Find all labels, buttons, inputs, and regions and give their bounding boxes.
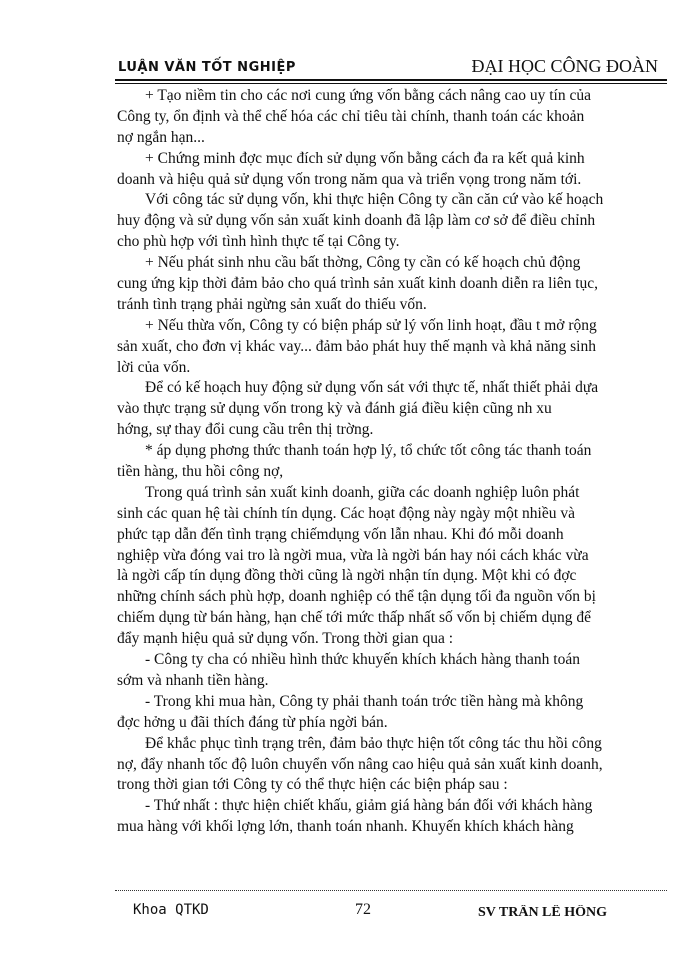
text-line: là ngời cấp tín dụng đồng thời cũng là ngời nhận tín dụng. Một khi có đợc — [117, 567, 577, 585]
text-line: doanh và hiệu quả sử dụng vốn trong năm qua và triển vọng trong năm tới. — [117, 170, 582, 188]
footer-student-name: SV TRẦN LÊ HỒNG — [478, 905, 608, 918]
footer-faculty: Khoa QTKD — [133, 902, 209, 918]
text-line: + Nếu thừa vốn, Công ty có biện pháp sử lý vốn linh hoạt, đầu t mở rộng — [145, 316, 597, 334]
header-university-name: ĐẠI HỌC CÔNG ĐOÀN — [471, 56, 658, 76]
text-line: huy động và sử dụng vốn sản xuất kinh doanh đã lập làm cơ sở để điều chỉnh — [117, 212, 596, 230]
text-line: - Công ty cha có nhiều hình thức khuyến khích khách hàng thanh toán — [145, 651, 580, 669]
text-line: + Tạo niềm tin cho các nơi cung ứng vốn bằng cách nâng cao uy tín của — [145, 87, 591, 104]
text-line: nợ, đẩy nhanh tốc độ luôn chuyển vốn nâng cao hiệu quả sản xuất kinh doanh, — [117, 755, 603, 773]
text-line: lời của vốn. — [117, 358, 191, 376]
text-line: Để khắc phục tình trạng trên, đảm bảo thực hiện tốt công tác thu hồi công — [145, 734, 602, 752]
header-divider — [115, 79, 667, 81]
text-line: chiếm dụng từ bán hàng, hạn chế tới mức thấp nhất số vốn bị chiếm dụng để — [117, 609, 591, 627]
text-line: sản xuất, cho đơn vị khác vay... đảm bảo phát huy thế mạnh và khả năng sinh — [117, 337, 596, 355]
text-line: Trong quá trình sản xuất kinh doanh, giữa các doanh nghiệp luôn phát — [145, 483, 580, 501]
text-line: sớm và nhanh tiền hàng. — [117, 671, 269, 689]
text-line: cung ứng kịp thời đảm bảo cho quá trình sản xuất kinh doanh diễn ra liên tục, — [117, 275, 599, 293]
text-line: Để có kế hoạch huy động sử dụng vốn sát với thực tế, nhất thiết phải dựa — [145, 379, 599, 397]
text-line: Công ty, ổn định và thể chế hóa các chỉ tiêu tài chính, thanh toán các khoản — [117, 107, 585, 125]
footer-divider — [115, 890, 667, 891]
text-line: nợ ngắn hạn... — [117, 128, 205, 146]
body-text — [117, 86, 637, 838]
text-line: - Thứ nhất : thực hiện chiết khấu, giảm giá hàng bán đối với khách hàng — [145, 797, 593, 815]
text-line: cho phù hợp với tình hình thực tế tại Công ty. — [117, 233, 400, 251]
text-line: tránh tình trạng phải ngừng sản xuất do thiếu vốn. — [117, 295, 427, 313]
text-line: đẩy mạnh hiệu quả sử dụng vốn. Trong thời gian qua : — [117, 630, 454, 648]
text-line: Với công tác sử dụng vốn, khi thực hiện Công ty cần căn cứ vào kế hoạch — [145, 191, 604, 209]
text-line: những chính sách phù hợp, doanh nghiệp có thể tận dụng tối đa nguồn vốn bị — [117, 588, 596, 606]
page-number: 72 — [355, 901, 371, 918]
text-line: mua hàng với khối lợng lớn, thanh toán nhanh. Khuyến khích khách hàng — [117, 818, 574, 836]
text-line: + Nếu phát sinh nhu cầu bất thờng, Công ty cần có kế hoạch chủ động — [145, 254, 581, 272]
text-line: sinh các quan hệ tài chính tín dụng. Các hoạt động này ngày một nhiều và — [117, 504, 575, 522]
text-line: trong thời gian tới Công ty có thể thực hiện các biện pháp sau : — [117, 776, 508, 794]
header-thesis-title: LUẬN VĂN TỐT NGHIỆP — [118, 60, 296, 75]
text-line: nghiệp vừa đóng vai tro là ngời mua, vừa là ngời bán hay nói cách khác vừa — [117, 546, 589, 564]
text-line: phức tạp dẫn đến tình trạng chiếmdụng vốn lẫn nhau. Khi đó mỗi doanh — [117, 525, 564, 543]
text-line: đợc hởng u đãi thích đáng từ phía ngời bán. — [117, 713, 388, 731]
text-line: vào thực trạng sử dụng vốn trong kỳ và đánh giá điều kiện cũng nh xu — [117, 400, 552, 418]
text-line: hớng, sự thay đổi cung cầu trên thị trờng. — [117, 421, 374, 439]
text-line: + Chứng minh đợc mục đích sử dụng vốn bằng cách đa ra kết quả kinh — [145, 149, 585, 167]
header-divider-thin — [115, 83, 667, 84]
text-line: * áp dụng phơng thức thanh toán hợp lý, tổ chức tốt công tác thanh toán — [145, 442, 592, 460]
text-line: tiền hàng, thu hồi công nợ, — [117, 463, 284, 481]
text-line: - Trong khi mua hàn, Công ty phải thanh toán trớc tiền hàng mà không — [145, 692, 584, 710]
